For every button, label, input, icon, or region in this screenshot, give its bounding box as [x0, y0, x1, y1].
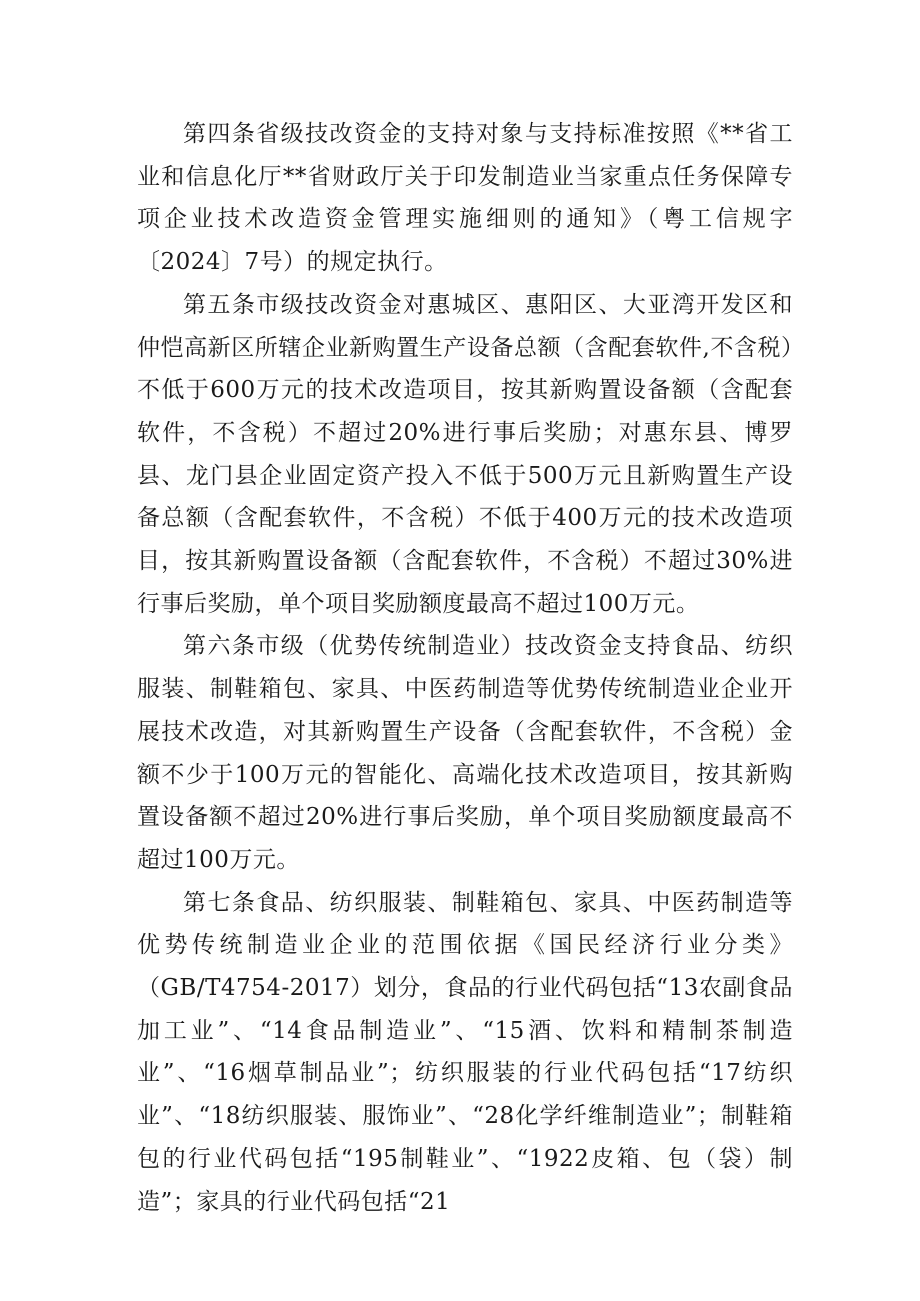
- paragraph-article-5: 第五条市级技改资金对惠城区、惠阳区、大亚湾开发区和仲恺高新区所辖企业新购置生产设备总额（含配套软件,不含税）不低于600万元的技术改造项目，按其新购置设备额（含配套软件，不含税）不超过20%进行事后奖励；对惠东县、博罗县、龙门县企业固定资产投入不低于500万元且新购置生产设备总额（含配套软件，不含税）不低于400万元的技术改造项目，按其新购置设备额（含配套软件，不含税）不超过30%进行事后奖励，单个项目奖励额度最高不超过100万元。: [137, 291, 793, 617]
- document-body: [137, 113, 793, 1223]
- paragraph-article-4: 第四条省级技改资金的支持对象与支持标准按照《**省工业和信息化厅**省财政厅关于印发制造业当家重点任务保障专项企业技术改造资金管理实施细则的通知》（粤工信规字〔2024〕7号）的规定执行。: [137, 121, 793, 276]
- paragraph-article-6: 第六条市级（优势传统制造业）技改资金支持食品、纺织服装、制鞋箱包、家具、中医药制造等优势传统制造业企业开展技术改造，对其新购置生产设备（含配套软件，不含税）金额不少于100万元的智能化、高端化技术改造项目，按其新购置设备额不超过20%进行事后奖励，单个项目奖励额度最高不超过100万元。: [137, 633, 793, 873]
- paragraph-article-7: 第七条食品、纺织服装、制鞋箱包、家具、中医药制造等优势传统制造业企业的范围依据《国民经济行业分类》（GB/T4754-2017）划分，食品的行业代码包括“13农副食品加工业”、“14食品制造业”、“15酒、饮料和精制茶制造业”、“16烟草制品业”；纺织服装的行业代码包括“17纺织业”、“18纺织服装、服饰业”、“28化学纤维制造业”；制鞋箱包的行业代码包括“195制鞋业”、“1922皮箱、包（袋）制造”；家具的行业代码包括“21: [137, 889, 793, 1215]
